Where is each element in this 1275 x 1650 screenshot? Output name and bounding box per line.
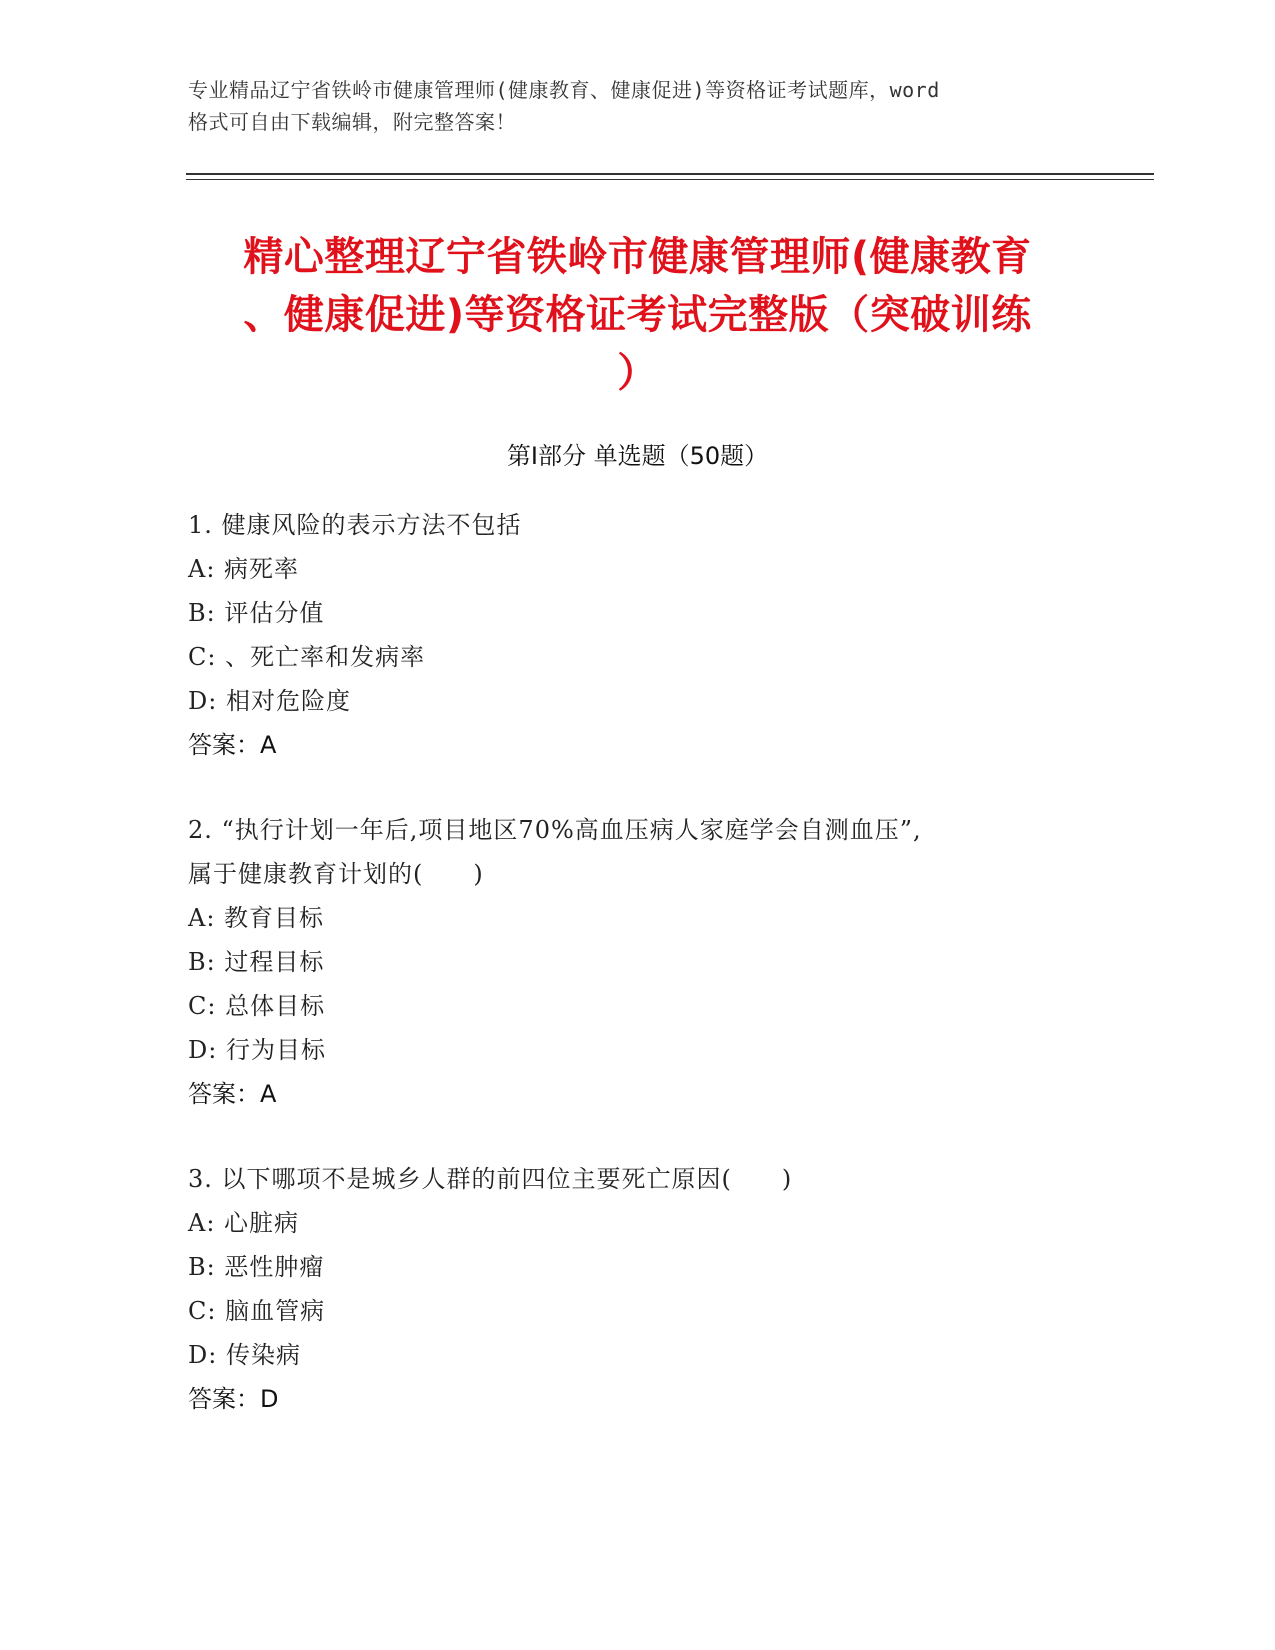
option-c: C: 、死亡率和发病率 [188,643,426,671]
answer-label: 答案：D [188,1385,279,1413]
header-divider-thick [186,173,1154,175]
option-a: A: 病死率 [188,555,300,583]
question-item [188,503,1088,767]
question-item [188,808,1088,1116]
document-title-line: ） [617,350,658,396]
document-title-line: 、健康促进)等资格证考试完整版（突破训练 [243,292,1032,338]
answer-label: 答案：A [188,731,277,759]
option-b: B: 评估分值 [188,599,325,627]
option-b: B: 恶性肿瘤 [188,1253,325,1281]
option-a: A: 教育目标 [188,904,325,932]
section-heading: 第Ⅰ部分 单选题（50题） [506,442,769,470]
question-stem-continued: 属于健康教育计划的( ) [188,860,484,888]
header-note-line: 专业精品辽宁省铁岭市健康管理师(健康教育、健康促进)等资格证考试题库，word [188,78,940,102]
question-item [188,1157,1088,1421]
option-d: D: 相对危险度 [188,687,351,715]
document-title-line: 精心整理辽宁省铁岭市健康管理师(健康教育 [243,234,1032,280]
option-c: C: 脑血管病 [188,1297,326,1325]
question-stem: 1. 健康风险的表示方法不包括 [188,511,522,539]
option-d: D: 传染病 [188,1341,301,1369]
header-note [188,74,1088,138]
document-title [170,228,1105,402]
option-a: A: 心脏病 [188,1209,300,1237]
header-note-line: 格式可自由下载编辑，附完整答案！ [188,110,516,134]
answer-label: 答案：A [188,1080,277,1108]
option-c: C: 总体目标 [188,992,326,1020]
header-divider-thin [186,179,1154,180]
question-stem: 3. 以下哪项不是城乡人群的前四位主要死亡原因( ) [188,1165,793,1193]
option-d: D: 行为目标 [188,1036,326,1064]
question-stem: 2. “执行计划一年后,项目地区70%高血压病人家庭学会自测血压”, [188,816,922,844]
option-b: B: 过程目标 [188,948,325,976]
